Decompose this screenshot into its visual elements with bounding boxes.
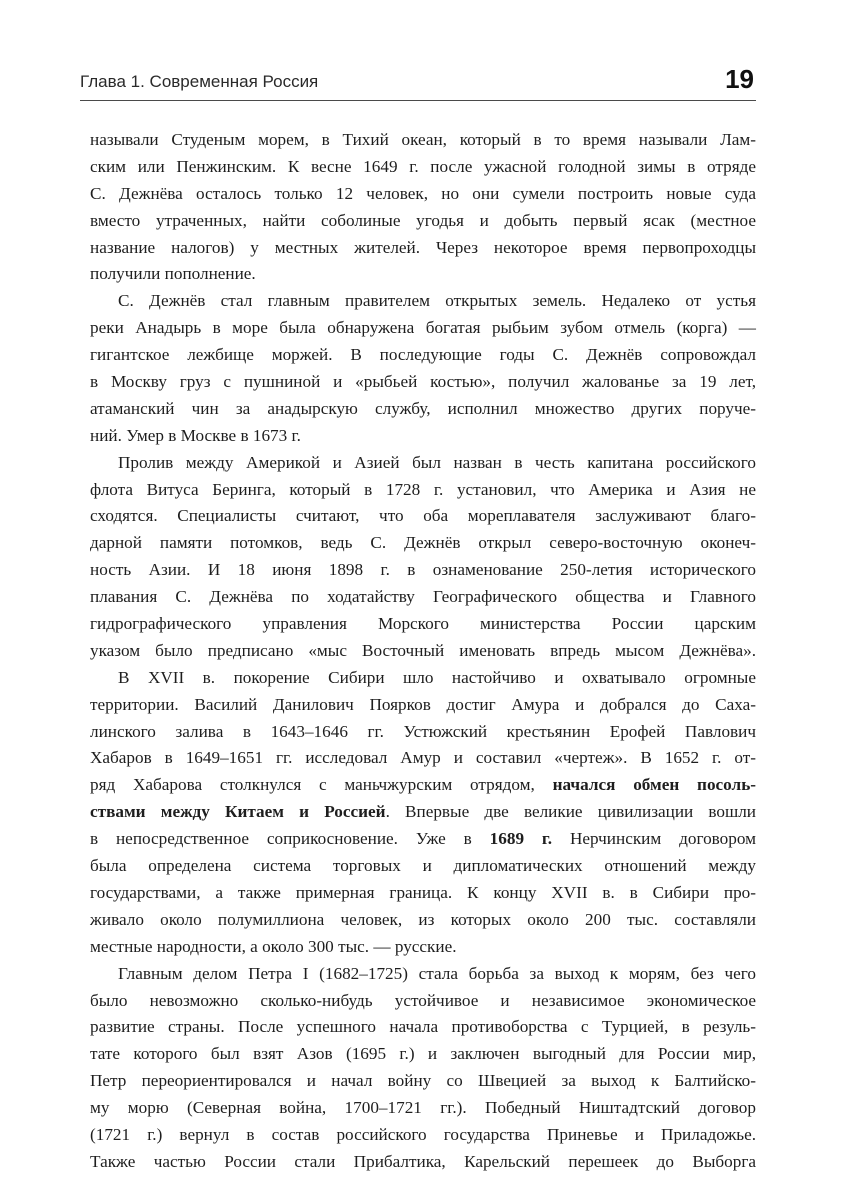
text-line: ским или Пенжинским. К весне 1649 г. после ужасной голодной зимы в отряде (90, 156, 756, 176)
text-line: гидрографического управления Морского министерства России царским (90, 614, 756, 634)
text-line (90, 799, 756, 826)
text-line: Также частью России стали Прибалтика, Карельский перешеек до Выборга (90, 1151, 756, 1171)
text-line: название налогов) у местных жителей. Через некоторое время первопроходцы (90, 237, 756, 257)
text-run: . Впервые две великие цивилизации вошли (385, 802, 756, 822)
bold-text: начался обмен посоль- (552, 775, 757, 795)
text-line: называли Студеным морем, в Тихий океан, который в то время называли Лам- (90, 130, 756, 149)
text-line: государствами, а также примерная граница. К концу XVII в. в Сибири про- (90, 882, 756, 902)
bold-text: 1689 г. (489, 829, 553, 849)
paragraph-2 (90, 288, 756, 449)
page-header (80, 64, 756, 101)
text-line: указом было предписано «мыс Восточный именовать впредь мысом Дежнёва». (90, 640, 756, 660)
text-run: в непосредственное соприкосновение. Уже в (90, 829, 472, 849)
page-number: 19 (725, 64, 754, 94)
text-line: плавания С. Дежнёва по ходатайству Географического общества и Главного (90, 587, 756, 607)
text-line: атаманский чин за анадырскую службу, исполнил множество других поруче- (90, 398, 756, 418)
text-line: реки Анадырь в море была обнаружена богатая рыбьим зубом отмель (корга) — (90, 318, 756, 338)
paragraph-3 (90, 450, 756, 665)
text-line: дарной памяти потомков, ведь С. Дежнёв открыл северо-восточную оконеч- (90, 533, 756, 553)
paragraph-5 (90, 961, 756, 1176)
text-line: было невозможно сколько-нибудь устойчивое и независимое экономическое (90, 990, 756, 1010)
text-line: Хабаров в 1649–1651 гг. исследовал Амур и составил «чертеж». В 1652 г. от- (90, 748, 756, 768)
text-line: живало около полумиллиона человек, из которых около 200 тыс. составляли (90, 909, 756, 929)
text-line: вместо утраченных, найти соболиные угодья и добыть первый ясак (местное (90, 210, 756, 230)
text-line (90, 772, 756, 799)
text-line: Главным делом Петра I (1682–1725) стала борьба за выход к морям, без чего (118, 963, 756, 983)
text-line: развитие страны. После успешного начала противоборства с Турцией, в резуль- (90, 1017, 756, 1037)
text-run: Нерчинским договором (569, 829, 757, 849)
text-line: линского залива в 1643–1646 гг. Устюжский крестьянин Ерофей Павлович (90, 721, 756, 741)
text-line: С. Дежнёва осталось только 12 человек, но они сумели построить новые суда (90, 183, 756, 203)
paragraph-4 (90, 665, 756, 961)
text-run: ряд Хабарова столкнулся с маньчжурским отрядом, (90, 775, 535, 795)
text-line: му морю (Северная война, 1700–1721 гг.). Победный Ништадтский договор (90, 1098, 756, 1118)
bold-text: ствами между Китаем и Россией (90, 802, 386, 822)
text-line: В XVII в. покорение Сибири шло настойчиво и охватывало огромные (118, 667, 756, 687)
running-head: Глава 1. Современная Россия (80, 72, 319, 91)
text-line: территории. Василий Данилович Поярков достиг Амура и добрался до Саха- (90, 694, 756, 714)
text-line: получили пополнение. (90, 264, 256, 284)
text-line: гигантское лежбище моржей. В последующие годы С. Дежнёв сопровождал (90, 345, 756, 365)
body-text (90, 127, 756, 1176)
text-line: ний. Умер в Москве в 1673 г. (90, 425, 301, 445)
text-line: С. Дежнёв стал главным правителем открытых земель. Недалеко от устья (118, 291, 756, 311)
text-line: была определена система торговых и дипломатических отношений между (90, 856, 756, 876)
text-line: Петр переориентировался и начал войну со Швецией за выход к Балтийско- (90, 1071, 756, 1091)
text-line: местные народности, а около 300 тыс. — русские. (90, 936, 457, 956)
text-line: тате которого был взят Азов (1695 г.) и заключен выгодный для России мир, (90, 1044, 756, 1064)
text-line: ность Азии. И 18 июня 1898 г. в ознаменование 250-летия исторического (90, 560, 756, 580)
text-line (90, 826, 756, 853)
text-line: сходятся. Специалисты считают, что оба мореплавателя заслуживают благо- (90, 506, 756, 526)
paragraph-1 (90, 127, 756, 288)
text-line: (1721 г.) вернул в состав российского государства Приневье и Приладожье. (90, 1124, 756, 1144)
text-line: в Москву груз с пушниной и «рыбьей костью», получил жалованье за 19 лет, (90, 372, 756, 392)
text-line: флота Витуса Беринга, который в 1728 г. установил, что Америка и Азия не (90, 479, 756, 499)
text-line: Пролив между Америкой и Азией был назван в честь капитана российского (118, 452, 756, 472)
